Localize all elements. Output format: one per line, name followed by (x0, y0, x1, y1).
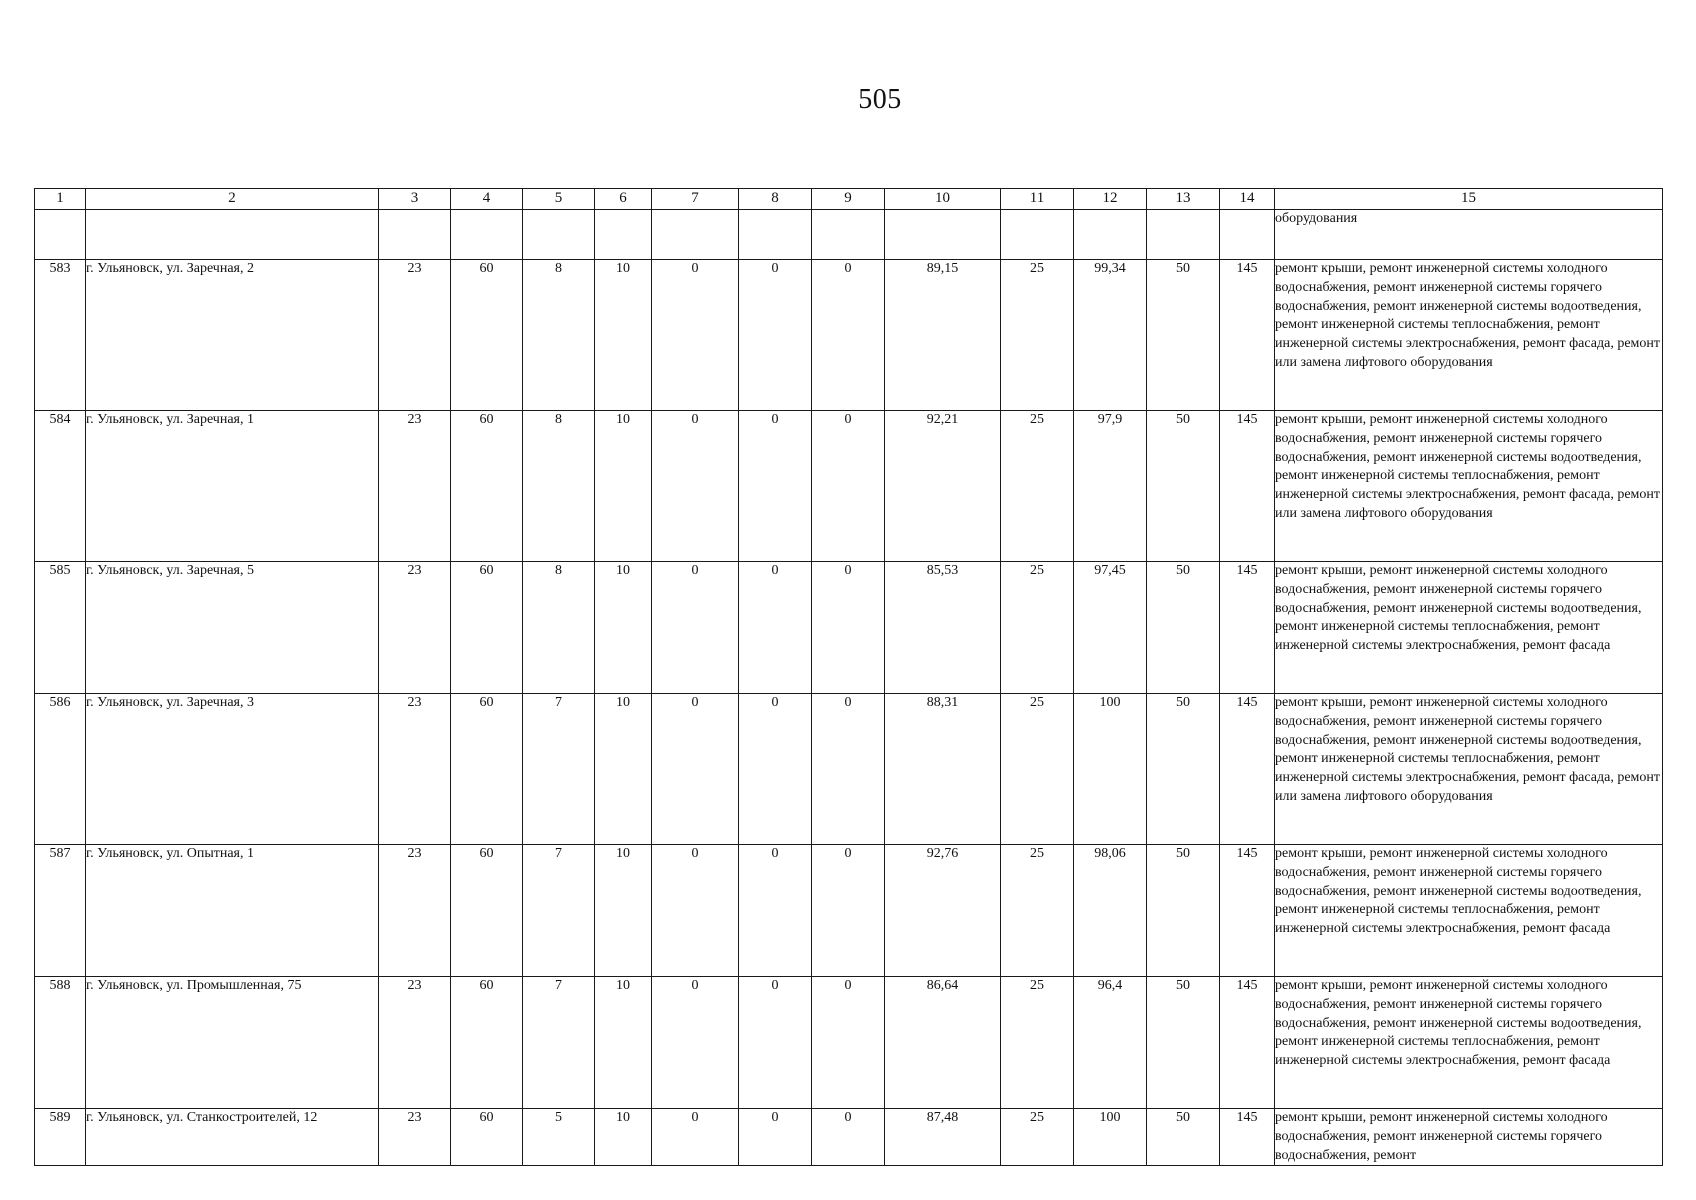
page-number: 505 (858, 84, 902, 115)
column-header: 13 (1147, 189, 1220, 210)
value-cell: 10 (595, 562, 652, 694)
value-cell: 97,45 (1074, 562, 1147, 694)
works-table (34, 188, 1663, 1166)
continuation-row (35, 210, 1663, 260)
table-row (35, 260, 1663, 411)
value-cell: 0 (739, 562, 812, 694)
column-header: 15 (1275, 189, 1663, 210)
value-cell: 25 (1001, 562, 1074, 694)
row-number-cell: 589 (35, 1109, 86, 1166)
value-cell: 145 (1220, 845, 1275, 977)
column-header: 3 (379, 189, 451, 210)
value-cell: 100 (1074, 694, 1147, 845)
value-cell: 23 (379, 562, 451, 694)
value-cell: 145 (1220, 977, 1275, 1109)
value-cell: 60 (451, 1109, 523, 1166)
value-cell: 8 (523, 562, 595, 694)
value-cell: 23 (379, 411, 451, 562)
address-cell: г. Ульяновск, ул. Промышленная, 75 (86, 977, 379, 1109)
value-cell: 145 (1220, 411, 1275, 562)
value-cell: 10 (595, 1109, 652, 1166)
address-cell: г. Ульяновск, ул. Заречная, 5 (86, 562, 379, 694)
value-cell: 7 (523, 845, 595, 977)
value-cell: 60 (451, 694, 523, 845)
value-cell: 5 (523, 1109, 595, 1166)
value-cell: 92,21 (885, 411, 1001, 562)
address-cell: г. Ульяновск, ул. Заречная, 1 (86, 411, 379, 562)
row-number-cell: 588 (35, 977, 86, 1109)
column-header: 1 (35, 189, 86, 210)
column-header: 10 (885, 189, 1001, 210)
value-cell: 0 (739, 411, 812, 562)
works-cell: ремонт крыши, ремонт инженерной системы холодного водоснабжения, ремонт инженерной системы горячего водоснабжения, ремонт (1275, 1109, 1663, 1166)
value-cell: 8 (523, 411, 595, 562)
value-cell: 0 (652, 977, 739, 1109)
value-cell: 50 (1147, 1109, 1220, 1166)
column-header: 6 (595, 189, 652, 210)
value-cell: 0 (652, 562, 739, 694)
value-cell: 50 (1147, 411, 1220, 562)
value-cell: 88,31 (885, 694, 1001, 845)
table-row (35, 694, 1663, 845)
value-cell: 89,15 (885, 260, 1001, 411)
value-cell: 0 (739, 260, 812, 411)
works-cell: ремонт крыши, ремонт инженерной системы холодного водоснабжения, ремонт инженерной системы горячего водоснабжения, ремонт инженерной системы водоотведения, ремонт инженерной системы теплоснабжения, ремонт инженерной системы электроснабжения, ремонт фасада (1275, 845, 1663, 977)
value-cell: 50 (1147, 977, 1220, 1109)
value-cell: 97,9 (1074, 411, 1147, 562)
column-header: 11 (1001, 189, 1074, 210)
value-cell: 92,76 (885, 845, 1001, 977)
value-cell: 60 (451, 977, 523, 1109)
value-cell: 10 (595, 260, 652, 411)
value-cell: 0 (739, 1109, 812, 1166)
value-cell: 0 (739, 694, 812, 845)
value-cell: 50 (1147, 694, 1220, 845)
value-cell: 25 (1001, 694, 1074, 845)
value-cell: 145 (1220, 562, 1275, 694)
value-cell: 0 (812, 845, 885, 977)
value-cell: 60 (451, 411, 523, 562)
value-cell: 23 (379, 260, 451, 411)
value-cell: 0 (812, 562, 885, 694)
value-cell: 96,4 (1074, 977, 1147, 1109)
value-cell: 25 (1001, 845, 1074, 977)
row-number-cell: 586 (35, 694, 86, 845)
value-cell: 60 (451, 260, 523, 411)
row-number-cell: 583 (35, 260, 86, 411)
value-cell: 0 (812, 694, 885, 845)
value-cell: 50 (1147, 260, 1220, 411)
column-header: 7 (652, 189, 739, 210)
value-cell: 50 (1147, 845, 1220, 977)
value-cell: 0 (812, 1109, 885, 1166)
column-header: 8 (739, 189, 812, 210)
value-cell: 60 (451, 562, 523, 694)
address-cell: г. Ульяновск, ул. Заречная, 3 (86, 694, 379, 845)
column-header: 4 (451, 189, 523, 210)
value-cell: 85,53 (885, 562, 1001, 694)
address-cell: г. Ульяновск, ул. Заречная, 2 (86, 260, 379, 411)
column-header: 5 (523, 189, 595, 210)
address-cell: г. Ульяновск, ул. Станкостроителей, 12 (86, 1109, 379, 1166)
row-number-cell: 585 (35, 562, 86, 694)
value-cell: 145 (1220, 1109, 1275, 1166)
value-cell: 23 (379, 845, 451, 977)
value-cell: 0 (739, 845, 812, 977)
value-cell: 0 (652, 1109, 739, 1166)
table-row (35, 411, 1663, 562)
value-cell: 60 (451, 845, 523, 977)
works-cell: ремонт крыши, ремонт инженерной системы холодного водоснабжения, ремонт инженерной системы горячего водоснабжения, ремонт инженерной системы водоотведения, ремонт инженерной системы теплоснабжения, ремонт инженерной системы электроснабжения, ремонт фасада, ремонт или замена лифтового оборудования (1275, 411, 1663, 562)
value-cell: 0 (812, 977, 885, 1109)
row-number-cell: 587 (35, 845, 86, 977)
value-cell: 50 (1147, 562, 1220, 694)
value-cell: 25 (1001, 977, 1074, 1109)
value-cell: 98,06 (1074, 845, 1147, 977)
value-cell: 145 (1220, 260, 1275, 411)
works-table-wrapper (34, 188, 1663, 1166)
value-cell: 10 (595, 411, 652, 562)
header-row (35, 189, 1663, 210)
value-cell: 10 (595, 977, 652, 1109)
value-cell: 0 (652, 694, 739, 845)
value-cell: 0 (812, 411, 885, 562)
address-cell: г. Ульяновск, ул. Опытная, 1 (86, 845, 379, 977)
works-cell: ремонт крыши, ремонт инженерной системы холодного водоснабжения, ремонт инженерной системы горячего водоснабжения, ремонт инженерной системы водоотведения, ремонт инженерной системы теплоснабжения, ремонт инженерной системы электроснабжения, ремонт фасада (1275, 562, 1663, 694)
value-cell: 25 (1001, 260, 1074, 411)
table-body (35, 210, 1663, 1166)
value-cell: 25 (1001, 411, 1074, 562)
value-cell: 7 (523, 977, 595, 1109)
value-cell: 10 (595, 845, 652, 977)
value-cell: 0 (652, 260, 739, 411)
works-cell: ремонт крыши, ремонт инженерной системы холодного водоснабжения, ремонт инженерной системы горячего водоснабжения, ремонт инженерной системы водоотведения, ремонт инженерной системы теплоснабжения, ремонт инженерной системы электроснабжения, ремонт фасада (1275, 977, 1663, 1109)
value-cell: 23 (379, 1109, 451, 1166)
works-cell: оборудования (1275, 210, 1663, 260)
value-cell: 86,64 (885, 977, 1001, 1109)
value-cell: 23 (379, 694, 451, 845)
table-row (35, 1109, 1663, 1166)
column-header: 14 (1220, 189, 1275, 210)
column-header: 12 (1074, 189, 1147, 210)
value-cell: 10 (595, 694, 652, 845)
table-row (35, 845, 1663, 977)
table-row (35, 977, 1663, 1109)
value-cell: 99,34 (1074, 260, 1147, 411)
value-cell: 0 (652, 845, 739, 977)
value-cell: 145 (1220, 694, 1275, 845)
column-header: 2 (86, 189, 379, 210)
value-cell: 7 (523, 694, 595, 845)
value-cell: 0 (812, 260, 885, 411)
value-cell: 8 (523, 260, 595, 411)
works-cell: ремонт крыши, ремонт инженерной системы холодного водоснабжения, ремонт инженерной системы горячего водоснабжения, ремонт инженерной системы водоотведения, ремонт инженерной системы теплоснабжения, ремонт инженерной системы электроснабжения, ремонт фасада, ремонт или замена лифтового оборудования (1275, 260, 1663, 411)
value-cell: 100 (1074, 1109, 1147, 1166)
works-cell: ремонт крыши, ремонт инженерной системы холодного водоснабжения, ремонт инженерной системы горячего водоснабжения, ремонт инженерной системы водоотведения, ремонт инженерной системы теплоснабжения, ремонт инженерной системы электроснабжения, ремонт фасада, ремонт или замена лифтового оборудования (1275, 694, 1663, 845)
value-cell: 25 (1001, 1109, 1074, 1166)
value-cell: 87,48 (885, 1109, 1001, 1166)
value-cell: 23 (379, 977, 451, 1109)
value-cell: 0 (739, 977, 812, 1109)
table-row (35, 562, 1663, 694)
row-number-cell: 584 (35, 411, 86, 562)
value-cell: 0 (652, 411, 739, 562)
column-header: 9 (812, 189, 885, 210)
